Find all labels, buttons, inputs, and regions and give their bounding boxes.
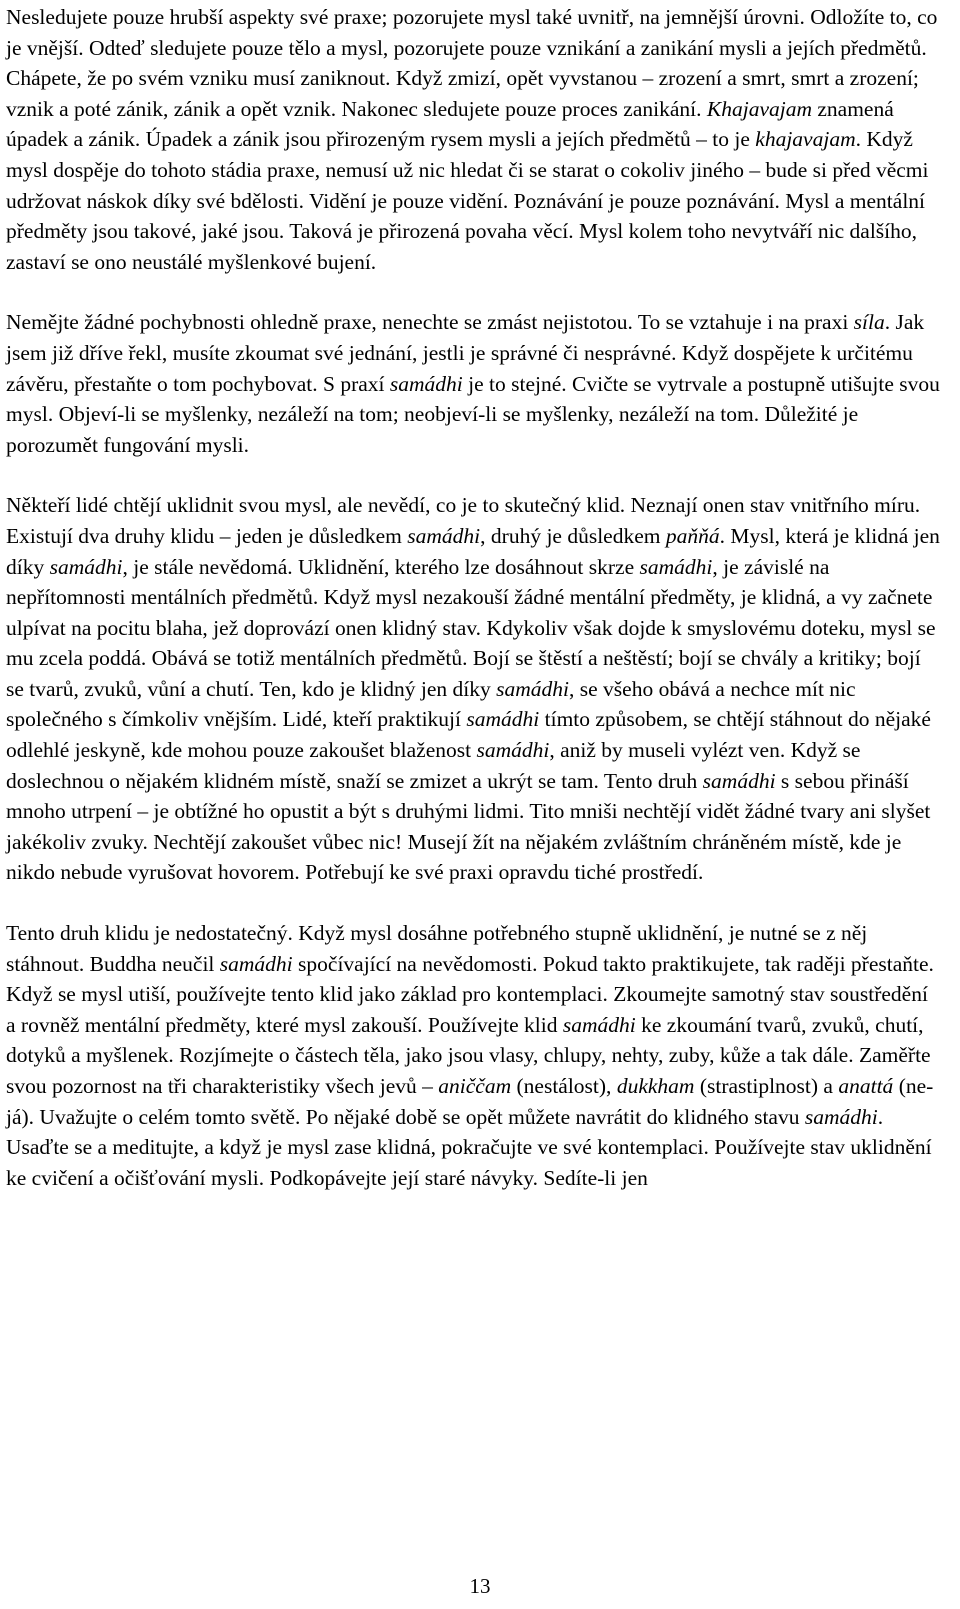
text-run: , je závislé na nepřítomnosti mentálních předmětů. Když mysl nezakouší žádné mentální předměty, je klidná, a vy začnete ulpívat na pocitu blaha, jež doprovází onen klidný stav. Kdykoliv však dojde k smyslovému doteku, mysl se mu zcela poddá. Obává se totiž mentálních předmětů. Bojí se štěstí a neštěstí; bojí se chvály a kritiky; bojí se tvarů, zvuků, vůní a chutí. Ten, kdo je klidný jen díky bbox=[6, 554, 936, 701]
document-page bbox=[6, 2, 940, 1223]
italic-term: samádhi bbox=[49, 554, 123, 579]
italic-term: samádhi bbox=[702, 768, 776, 793]
italic-term: samádhi bbox=[219, 951, 293, 976]
paragraph bbox=[6, 307, 940, 460]
italic-term: samádhi bbox=[389, 371, 463, 396]
text-run: , je stále nevědomá. Uklidnění, kterého lze dosáhnout skrze bbox=[122, 554, 640, 579]
italic-term: síla bbox=[853, 310, 885, 335]
italic-term: samádhi bbox=[476, 738, 550, 763]
italic-term: samádhi bbox=[496, 676, 569, 701]
text-run: , se všeho obává a nechce mít nic společného s čímkoliv vnějším. Lidé, kteří praktikují bbox=[6, 676, 856, 732]
italic-term: samádhi bbox=[466, 707, 540, 732]
text-run: spočívající na nevědomosti. Pokud takto praktikujete, tak raději přestaňte. Když se mysl utiší, používejte tento klid jako základ pro kontemplaci. Zkoumejte samotný stav soustředění a rovněž mentální předměty, které mysl zakouší. Používejte klid bbox=[6, 951, 934, 1037]
text-run: Tento druh klidu je nedostatečný. Když mysl dosáhne potřebného stupně uklidnění, je nutné se z něj stáhnout. Buddha neučil bbox=[6, 921, 868, 976]
text-run: Nesledujete pouze hrubší aspekty své praxe; pozorujete mysl také uvnitř, na jemnější úrovni. Odložíte to, co je vnější. Odteď sledujete pouze tělo a mysl, pozorujete pouze vznikání a zanikání mysli a jejích předmětů. Chápete, že po svém vzniku musí zaniknout. Když zmizí, opět vyvstanou – zrození a smrt, smrt a zrození; vznik a poté zánik, zánik a opět vznik. Nakonec sledujete pouze proces zanikání. bbox=[6, 5, 938, 121]
italic-term: dukkham bbox=[616, 1074, 695, 1098]
text-run: tímto způsobem, se chtějí stáhnout do nějaké odlehlé jeskyně, kde mohou pouze zakoušet blaženost bbox=[6, 707, 931, 763]
text-run: Nemějte žádné pochybnosti ohledně praxe, nenechte se zmást nejistotou. To se vztahuje i na praxi bbox=[6, 310, 854, 335]
text-run: . Když mysl dospěje do tohoto stádia praxe, nemusí už nic hledat či se starat o cokoliv jiného – bude si před věcmi udržovat náskok díky své bdělosti. Vidění je pouze vidění. Poznávání je pouze poznávání. Mysl a mentální předměty jsou takové, jaké jsou. Taková je přirozená povaha věcí. Mysl kolem toho nevytváří nic dalšího, zastaví se ono neustálé myšlenkové bujení. bbox=[6, 127, 929, 274]
text-run: , druhý je důsledkem bbox=[480, 523, 666, 548]
text-run: ke zkoumání tvarů, zvuků, chutí, dotyků a myšlenek. Rozjímejte o částech těla, jako jsou vlasy, chlupy, nehty, zuby, kůže a tak dále. Zaměřte svou pozornost na tři charakteristiky všech jevů – bbox=[6, 1012, 931, 1098]
text-run: . Mysl, která je klidná jen díky bbox=[6, 523, 940, 579]
paragraph bbox=[6, 918, 940, 1193]
italic-term: Khajavajam bbox=[706, 96, 812, 121]
page-number: 13 bbox=[469, 1574, 491, 1598]
italic-term: paňňá bbox=[665, 523, 720, 548]
paragraph bbox=[6, 2, 940, 277]
text-run: (strastiplnost) a bbox=[694, 1074, 839, 1098]
italic-term: samádhi bbox=[562, 1012, 636, 1037]
italic-term: khajavajam bbox=[755, 127, 856, 152]
text-run: je to stejné. Cvičte se vytrvale a postupně utišujte svou mysl. Objeví-li se myšlenky, nezáleží na tom; neobjeví-li se myšlenky, nezáleží na tom. Důležité je porozumět fungování mysli. bbox=[6, 371, 940, 457]
text-run: . Usaďte se a meditujte, a když je mysl zase klidná, pokračujte ve své kontemplaci. Používejte stav uklidnění ke cvičení a očišťování mysli. Podkopávejte její staré návyky. Sedíte-li jen bbox=[6, 1104, 932, 1190]
italic-term: anattá bbox=[838, 1074, 894, 1098]
paragraph bbox=[6, 490, 940, 888]
italic-term: samádhi bbox=[639, 554, 713, 579]
italic-term: aniččam bbox=[438, 1074, 512, 1098]
text-run: Někteří lidé chtějí uklidnit svou mysl, ale nevědí, co je to skutečný klid. Neznají onen stav vnitřního míru. Existují dva druhy klidu – jeden je důsledkem bbox=[6, 493, 921, 548]
text-run: znamená úpadek a zánik. Úpadek a zánik jsou přirozeným rysem mysli a jejích předmětů – to je bbox=[6, 96, 894, 152]
italic-term: samádhi bbox=[804, 1104, 878, 1129]
italic-term: samádhi bbox=[407, 523, 481, 548]
text-run: (nestálost), bbox=[511, 1074, 617, 1098]
text-run: (ne-já). Uvažujte o celém tomto světě. Po nějaké době se opět můžete navrátit do klidného stavu bbox=[6, 1074, 934, 1129]
text-run: s sebou přináší mnoho utrpení – je obtížné ho opustit a být s druhými lidmi. Tito mniši nechtějí vidět žádné tvary ani slyšet jakékoliv zvuky. Nechtějí zakoušet vůbec nic! Musejí žít na nějakém zvláštním chráněném místě, kde je nikdo nebude vyrušovat hovorem. Potřebují ke své praxi opravdu tiché prostředí. bbox=[6, 768, 931, 885]
text-run: . Jak jsem již dříve řekl, musíte zkoumat své jednání, jestli je správné či nesprávné. Když dospějete k určitému závěru, přestaňte o tom pochybovat. S praxí bbox=[6, 310, 925, 396]
text-run: , aniž by museli vylézt ven. Když se doslechnou o nějakém klidném místě, snaží se zmizet a ukrýt se tam. Tento druh bbox=[6, 738, 861, 793]
